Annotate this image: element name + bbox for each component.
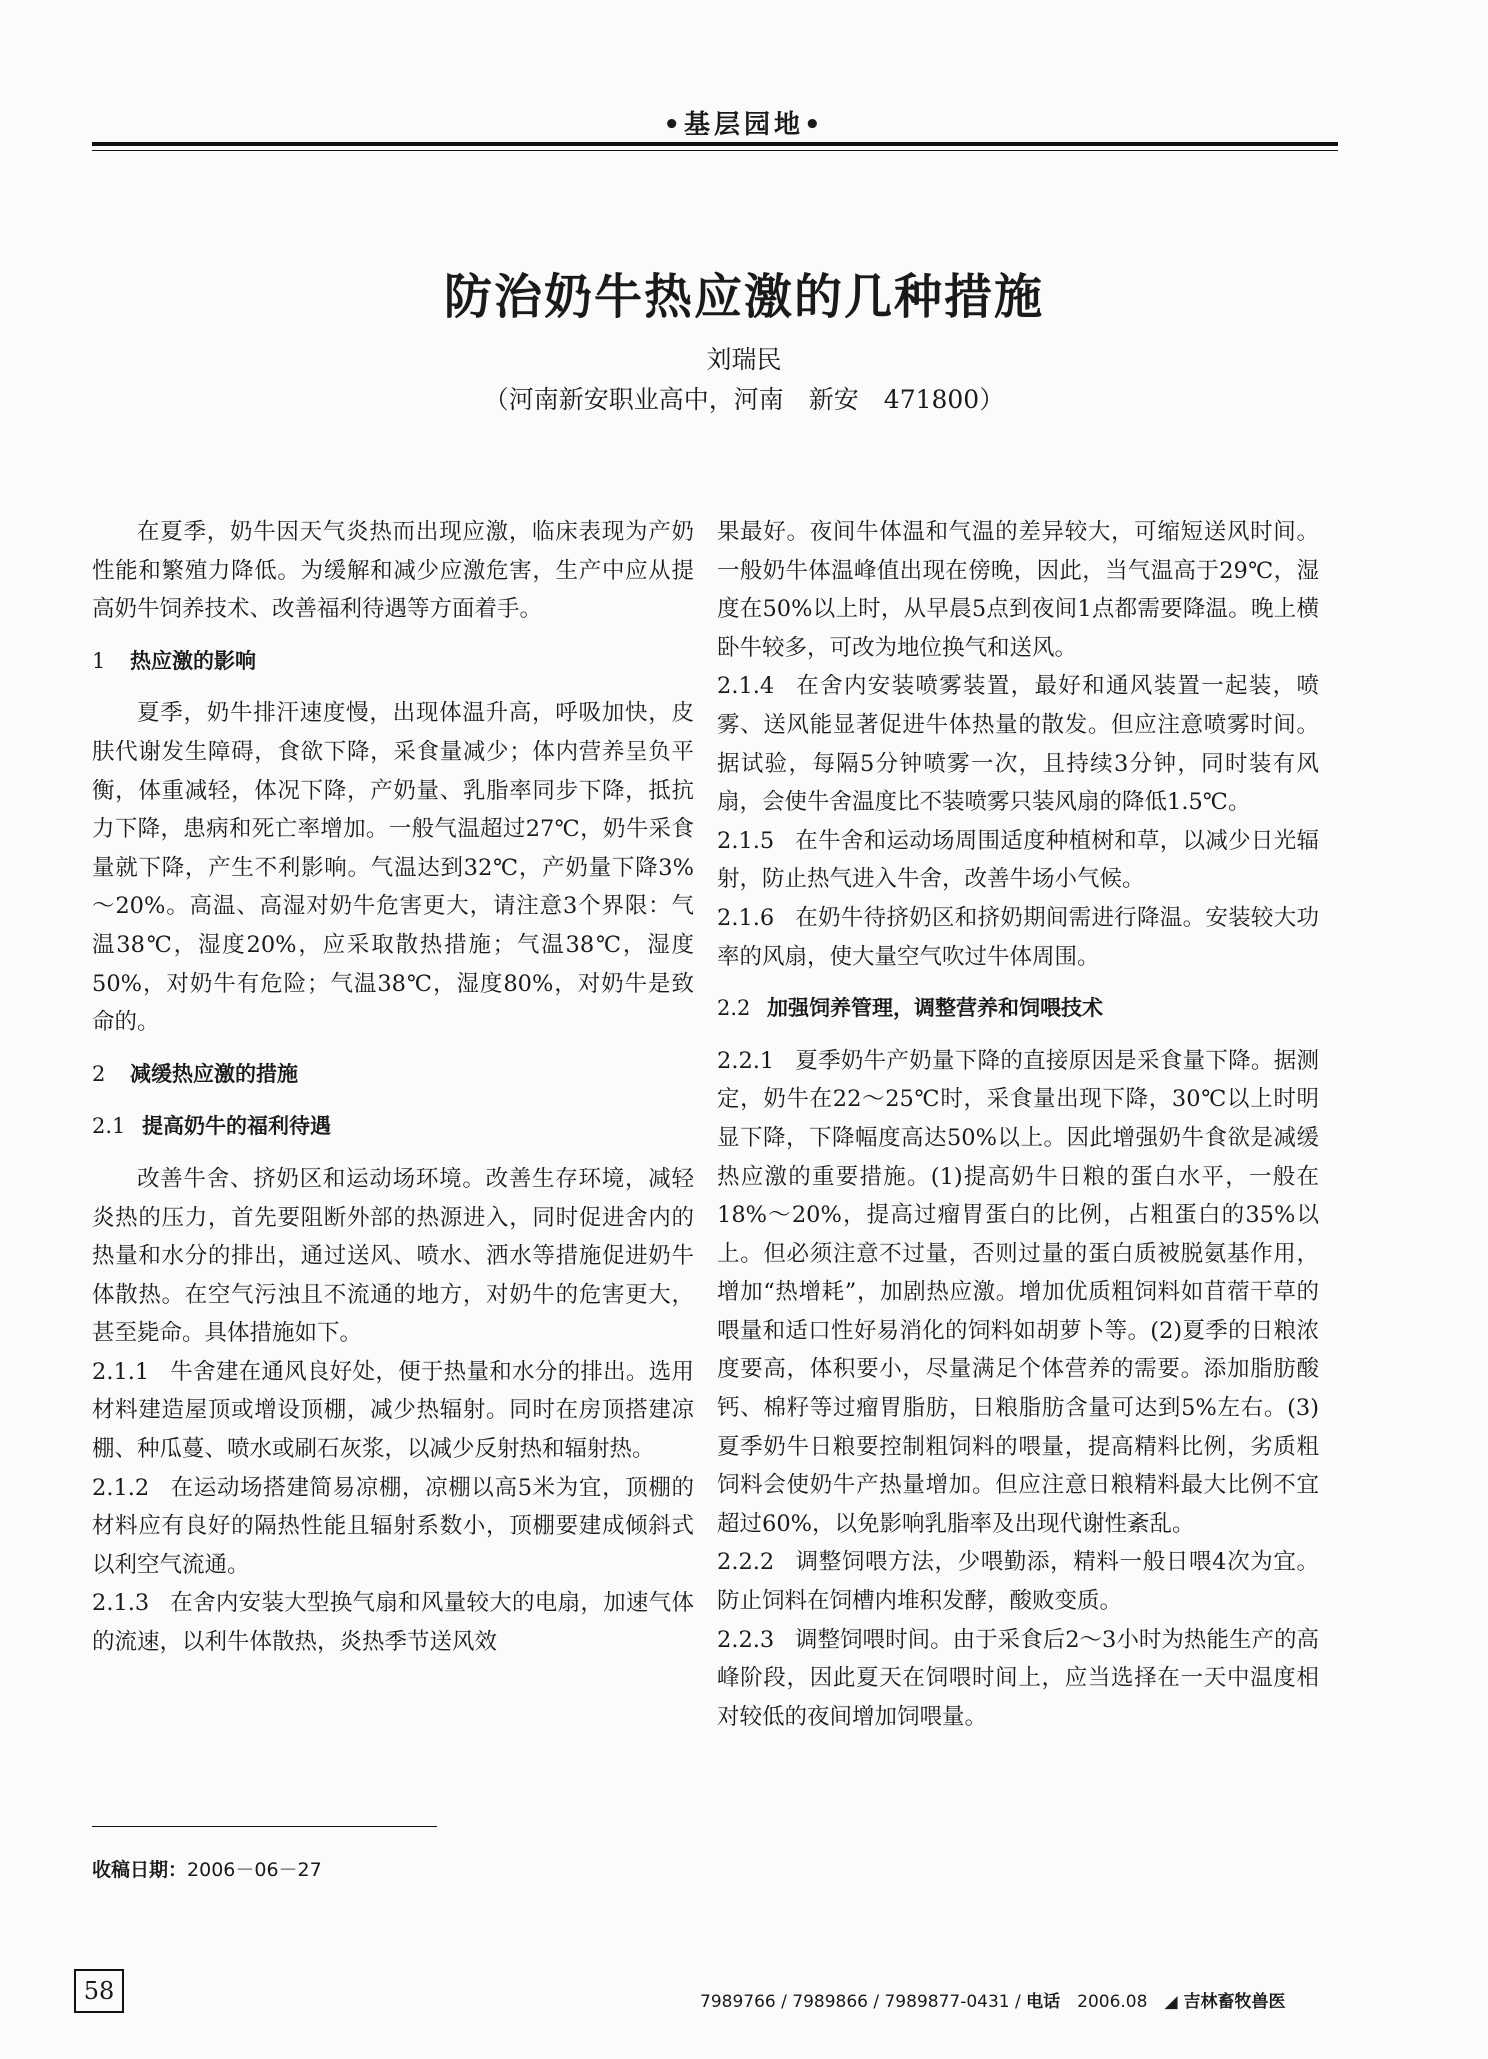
section-header: •基层园地• bbox=[663, 110, 825, 140]
item-text: 在舍内安装喷雾装置，最好和通风装置一起装，喷雾、送风能显著促进牛体热量的散发。但应注意喷雾时间。据试验，每隔5分钟喷雾一次，且持续3分钟，同时装有风扇，会使牛舍温度比不装喷雾只装风扇的降低1.5℃。 bbox=[717, 673, 1319, 816]
item-text: 夏季奶牛产奶量下降的直接原因是采食量下降。据测定，奶牛在22～25℃时，采食量出现下降，30℃以上时明显下降，下降幅度高达50%以上。因此增强奶牛食欲是减缓热应激的重要措施。(1)提高奶牛日粮的蛋白水平，一般在18%～20%，提高过瘤胃蛋白的比例，占粗蛋白的35%以上。但必须注意不过量，否则过量的蛋白质被脱氨基作用，增加“热增耗”，加剧热应激。增加优质粗饲料如苜蓿干草的喂量和适口性好易消化的饲料如胡萝卜等。(2)夏季的日粮浓度要高，体积要小，尽量满足个体营养的需要。添加脂肪酸钙、棉籽等过瘤胃脂肪，日粮脂肪含量可达到5%左右。(3)夏季奶牛日粮要控制粗饲料的喂量，提高精料比例，劣质粗饲料会使奶牛产热量增加。但应注意日粮精料最大比例不宜超过60%，以免影响乳脂率及出现代谢性紊乱。 bbox=[717, 1047, 1319, 1537]
item-text: 在奶牛待挤奶区和挤奶期间需进行降温。安装较大功率的风扇，使大量空气吹过牛体周围。 bbox=[717, 904, 1319, 970]
section-title: 提高奶牛的福利待遇 bbox=[142, 1114, 331, 1139]
item-number: 2.1.3 bbox=[92, 1590, 150, 1617]
item-text: 调整饲喂方法，少喂勤添，精料一般日喂4次为宜。防止饲料在饲槽内堆积发酵，酸败变质。 bbox=[717, 1549, 1319, 1615]
item-2-1-6 bbox=[717, 899, 1319, 976]
item-number: 2.2.2 bbox=[717, 1549, 775, 1576]
author-affiliation: （河南新安职业高中，河南 新安 471800） bbox=[483, 385, 1005, 414]
header-rule-thick bbox=[92, 142, 1338, 146]
section-2-heading bbox=[92, 1055, 694, 1094]
section-2-2-heading bbox=[717, 989, 1319, 1028]
item-text: 调整饲喂时间。由于采食后2～3小时为热能生产的高峰阶段，因此夏天在饲喂时间上，应当选择在一天中温度相对较低的夜间增加饲喂量。 bbox=[717, 1626, 1319, 1730]
item-number: 2.1.1 bbox=[92, 1358, 150, 1385]
right-column bbox=[717, 513, 1319, 1736]
item-text: 在牛舍和运动场周围适度种植树和草，以减少日光辐射，防止热气进入牛舍，改善牛场小气候。 bbox=[717, 827, 1319, 893]
footer-journal: ◢ 吉林畜牧兽医 bbox=[1164, 1992, 1286, 2012]
item-number: 2.2.1 bbox=[717, 1047, 775, 1074]
received-label: 收稿日期： bbox=[92, 1859, 188, 1881]
item-text: 在运动场搭建简易凉棚，凉棚以高5米为宜，顶棚的材料应有良好的隔热性能且辐射系数小，顶棚要建成倾斜式以利空气流通。 bbox=[92, 1474, 694, 1578]
section-number: 2 bbox=[92, 1061, 106, 1086]
section-title: 热应激的影响 bbox=[130, 648, 256, 673]
item-number: 2.1.2 bbox=[92, 1474, 150, 1501]
section-title: 加强饲养管理，调整营养和饲喂技术 bbox=[767, 996, 1103, 1021]
item-2-1-4 bbox=[717, 667, 1319, 821]
article-title: 防治奶牛热应激的几种措施 bbox=[443, 269, 1044, 325]
section-1-paragraph: 夏季，奶牛排汗速度慢，出现体温升高，呼吸加快，皮肤代谢发生障碍，食欲下降，采食量减少；体内营养呈负平衡，体重减轻，体况下降，产奶量、乳脂率同步下降，抵抗力下降，患病和死亡率增加。一般气温超过27℃，奶牛采食量就下降，产生不利影响。气温达到32℃，产奶量下降3%～20%。高温、高湿对奶牛危害更大，请注意3个界限：气温38℃，湿度20%，应采取散热措施；气温38℃，湿度50%，对奶牛有危险；气温38℃，湿度80%，对奶牛是致命的。 bbox=[92, 700, 694, 1036]
item-2-2-3 bbox=[717, 1621, 1319, 1737]
continued-paragraph: 果最好。夜间牛体温和气温的差异较大，可缩短送风时间。一般奶牛体温峰值出现在傍晚，因此，当气温高于29℃，湿度在50%以上时，从早晨5点到夜间1点都需要降温。晚上横卧牛较多，可改为地位换气和送风。 bbox=[717, 519, 1319, 661]
item-number: 2.2.3 bbox=[717, 1626, 775, 1653]
intro-paragraph: 在夏季，奶牛因天气炎热而出现应激，临床表现为产奶性能和繁殖力降低。为缓解和减少应激危害，生产中应从提高奶牛饲养技术、改善福利待遇等方面着手。 bbox=[92, 519, 694, 623]
left-column bbox=[92, 513, 694, 1662]
item-text: 在舍内安装大型换气扇和风量较大的电扇，加速气体的流速，以利牛体散热，炎热季节送风效 bbox=[92, 1590, 694, 1656]
page-number: 58 bbox=[74, 1969, 124, 2013]
footer-phones: 7989766 / 7989866 / 7989877-0431 / bbox=[700, 1992, 1027, 2012]
section-number: 1 bbox=[92, 648, 106, 673]
item-2-1-1 bbox=[92, 1353, 694, 1469]
item-number: 2.1.4 bbox=[717, 673, 775, 700]
section-title: 减缓热应激的措施 bbox=[130, 1061, 298, 1086]
header-rule-thin bbox=[92, 150, 1338, 151]
section-number: 2.1 bbox=[92, 1114, 126, 1139]
footnote-rule bbox=[92, 1826, 437, 1827]
item-number: 2.1.6 bbox=[717, 904, 775, 931]
received-date bbox=[92, 1855, 322, 1882]
author-name: 刘瑞民 bbox=[706, 345, 782, 374]
item-2-1-2 bbox=[92, 1469, 694, 1585]
footer-tel-label: 电话 bbox=[1026, 1992, 1061, 2012]
footer-issue: 2006.08 bbox=[1060, 1992, 1165, 2012]
item-2-1-3 bbox=[92, 1584, 694, 1661]
item-text: 牛舍建在通风良好处，便于热量和水分的排出。选用材料建造屋顶或增设顶棚，减少热辐射。同时在房顶搭建凉棚、种瓜蔓、喷水或刷石灰浆，以减少反射热和辐射热。 bbox=[92, 1358, 694, 1463]
item-number: 2.1.5 bbox=[717, 827, 775, 854]
item-2-2-1 bbox=[717, 1042, 1319, 1544]
section-2-1-heading bbox=[92, 1107, 694, 1146]
item-2-1-5 bbox=[717, 822, 1319, 899]
page-footer bbox=[700, 1987, 1285, 2012]
received-value: 2006－06－27 bbox=[187, 1859, 322, 1881]
item-2-2-2 bbox=[717, 1543, 1319, 1620]
section-number: 2.2 bbox=[717, 996, 751, 1021]
section-2-1-paragraph: 改善牛舍、挤奶区和运动场环境。改善生存环境，减轻炎热的压力，首先要阻断外部的热源进入，同时促进舍内的热量和水分的排出，通过送风、喷水、洒水等措施促进奶牛体散热。在空气污浊且不流通的地方，对奶牛的危害更大，甚至毙命。具体措施如下。 bbox=[92, 1165, 694, 1347]
section-1-heading bbox=[92, 642, 694, 681]
